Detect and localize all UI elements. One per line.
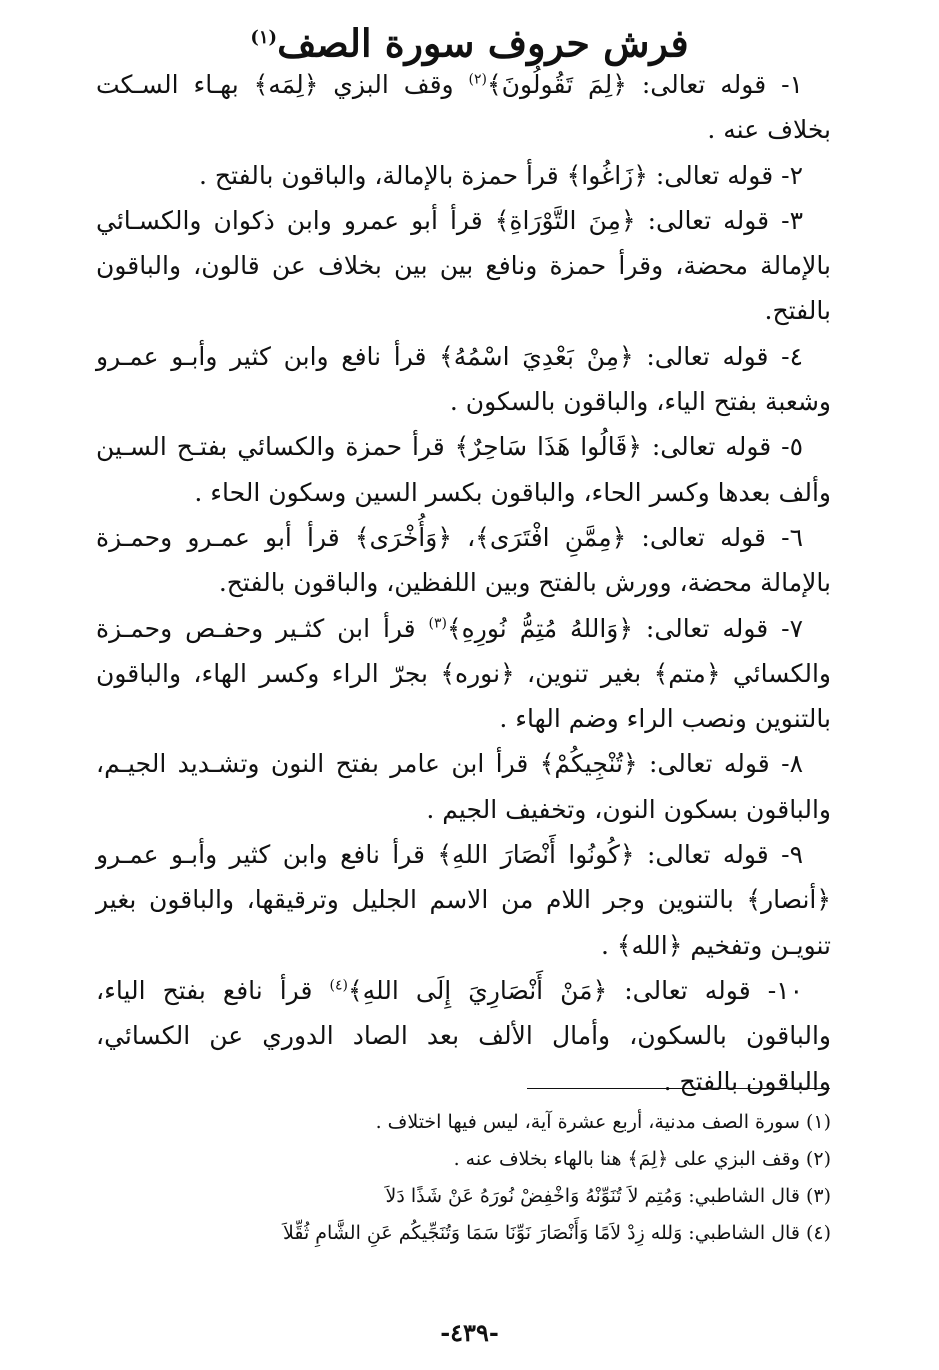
footnote-ref: (٣): [428, 615, 447, 632]
paragraph-text: ٣- قوله تعالى: ﴿مِنَ التَّوْرَاةِ﴾ قرأ أبو عمرو وابن ذكوان والكسـائي بالإمالة محضة، وقرأ حمزة ونافع بين بين بخلاف عن قالون، والباقون بالفتح.: [96, 205, 831, 326]
paragraph-text: ٦- قوله تعالى: ﴿مِمَّنِ افْتَرَى﴾، ﴿وَأُخْرَى﴾ قرأ أبو عمـرو وحمـزة بالإمالة محضة، وورش بالفتح وبين اللفظين، والباقون بالفتح.: [96, 522, 831, 598]
paragraph-text: ٥- قوله تعالى: ﴿قَالُوا هَذَا سَاحِرٌ﴾ قرأ حمزة والكسائي بفتـح السـين وألف بعدها وكسر الحاء، والباقون بكسر السين وسكون الحاء .: [96, 432, 831, 507]
footnote-divider: [527, 1088, 830, 1089]
footnote-4: (٤) قال الشاطبي: وَلله زِدْ لاَمًا وَأَنْصَارَ نَوِّنَا سَمَا وَتُنَجِّيكُم عَنِ الشَّامِ ثُقِّلاَ: [283, 1222, 831, 1244]
footnotes: [96, 1104, 831, 1252]
paragraph-5: [96, 424, 831, 515]
footnote-3: (٣) قال الشاطبي: وَمُتِم لاَ تُنَوِّنْهُ وَاخْفِضْ نُورَهُ عَنْ شَذًا دَلاَ: [385, 1185, 831, 1207]
paragraph-2: [96, 153, 831, 198]
footnote-1: (١) سورة الصف مدنية، أربع عشرة آية، ليس فيها اختلاف .: [375, 1111, 831, 1133]
paragraph-text: ١٠- قوله تعالى: ﴿مَنْ أَنْصَارِيَ إِلَى اللهِ﴾: [347, 975, 803, 1005]
paragraph-text: ٩- قوله تعالى: ﴿كُونُوا أَنْصَارَ اللهِ﴾ قرأ نافع وابن كثير وأبـو عمـرو ﴿أنصار﴾ بالتنوين وجر اللام من الاسم الجليل وترقيقها، والباقون بغير تنويـن وتفخيم ﴿الله﴾ .: [96, 840, 831, 960]
paragraph-tail: وقف البزي ﴿لِمَه﴾ بهـاء السـكت بخلاف عنه .: [96, 70, 831, 145]
paragraph-text: ٨- قوله تعالى: ﴿تُنْجِيكُمْ﴾ قرأ ابن عامر بفتح النون وتشـديد الجيـم، والباقون بسكون النون، وتخفيف الجيم .: [96, 749, 831, 824]
footnote-ref: (٢): [468, 71, 487, 88]
footnote-ref: (٤): [329, 977, 348, 994]
paragraph-text: ٢- قوله تعالى: ﴿زَاغُوا﴾ قرأ حمزة بالإمالة، والباقون بالفتح .: [199, 160, 803, 190]
paragraph-10: [96, 968, 831, 1104]
title-text: فرش حروف سورة الصف: [277, 20, 689, 66]
paragraph-text: ١- قوله تعالى: ﴿لِمَ تَقُولُونَ﴾: [487, 70, 803, 99]
paragraph-text: ٤- قوله تعالى: ﴿مِنْ بَعْدِيَ اسْمُهُ﴾ قرأ نافع وابن كثير وأبـو عمـرو وشعبة بفتح الياء، والباقون بالسكون .: [96, 341, 831, 417]
paragraph-3: [96, 198, 831, 334]
paragraph-text: ٧- قوله تعالى: ﴿وَاللهُ مُتِمُّ نُورِهِ﴾: [447, 613, 803, 643]
paragraph-1: [96, 62, 831, 153]
paragraph-tail: قرأ نافع بفتح الياء، والباقون بالسكون، وأمال الألف بعد الصاد الدوري عن الكسائي، والباقون بالفتح .: [96, 975, 831, 1096]
page-number: -٤٣٩-: [440, 1318, 499, 1347]
page-title: [0, 14, 939, 68]
paragraph-8: [96, 741, 831, 832]
paragraph-6: [96, 515, 831, 606]
footnote-2: (٢) وقف البزي على ﴿لِمَ﴾ هنا بالهاء بخلاف عنه .: [453, 1148, 831, 1170]
title-footnote-ref: (١): [250, 27, 278, 48]
main-text: [96, 62, 831, 1104]
paragraph-tail: قرأ ابن كثـير وحفـص وحمـزة والكسائي ﴿متم﴾ بغير تنوين، ﴿نوره﴾ بجرّ الراء وكسر الهاء، والباقون بالتنوين ونصب الراء وضم الهاء .: [96, 613, 831, 734]
paragraph-7: [96, 606, 831, 742]
paragraph-4: [96, 334, 831, 425]
paragraph-9: [96, 832, 831, 968]
